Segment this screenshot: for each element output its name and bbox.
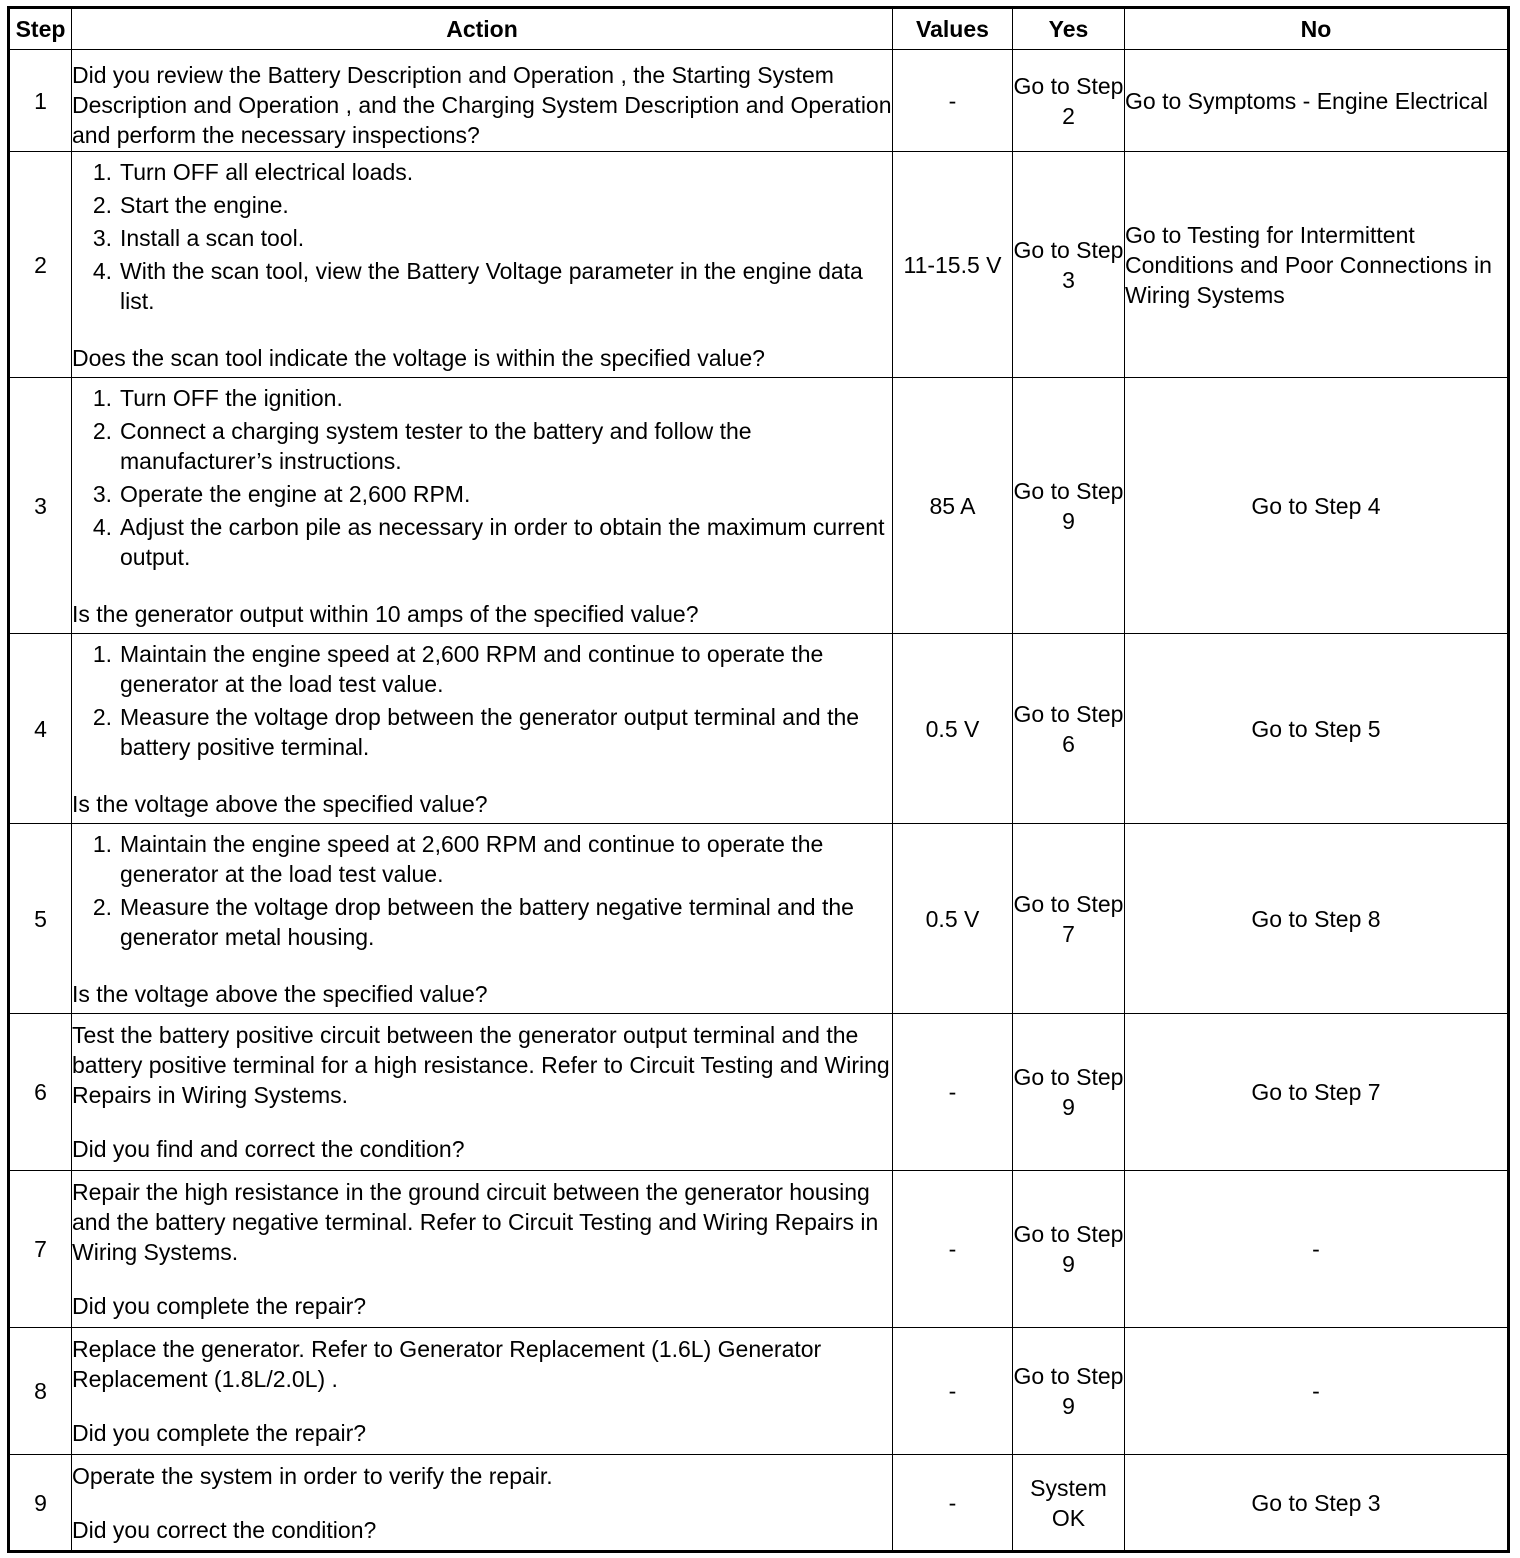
action-steps	[72, 157, 892, 316]
no-cell: Go to Step 8	[1125, 824, 1509, 1014]
value-cell: 0.5 V	[893, 824, 1013, 1014]
list-item: 1. Turn OFF the ignition.	[92, 384, 343, 411]
header-yes: Yes	[1013, 8, 1125, 50]
action-text: Test the battery positive circuit between the generator output terminal and the battery positive terminal for a high resistance. Refer to Circuit Testing and Wiring Repairs in Wiring Systems.	[72, 1022, 890, 1108]
yes-cell: Go to Step 2	[1013, 50, 1125, 152]
action-cell	[72, 824, 893, 1014]
action-question: Did you find and correct the condition?	[72, 1136, 465, 1162]
no-cell: Go to Step 7	[1125, 1014, 1509, 1171]
value-cell: -	[893, 1328, 1013, 1455]
list-item: 1. Maintain the engine speed at 2,600 RPM and continue to operate the generator at the load test value.	[92, 640, 824, 697]
step-number: 8	[9, 1328, 72, 1455]
action-question: Did you complete the repair?	[72, 1420, 367, 1446]
action-steps	[72, 383, 892, 572]
step-number: 2	[9, 152, 72, 378]
header-no: No	[1125, 8, 1509, 50]
no-cell: -	[1125, 1328, 1509, 1455]
no-cell: Go to Symptoms - Engine Electrical	[1125, 50, 1509, 152]
yes-cell: Go to Step 3	[1013, 152, 1125, 378]
table-row	[9, 1171, 1509, 1328]
action-steps	[72, 829, 892, 952]
action-cell	[72, 1014, 893, 1171]
header-values: Values	[893, 8, 1013, 50]
action-cell	[72, 1171, 893, 1328]
list-item: 1. Maintain the engine speed at 2,600 RPM and continue to operate the generator at the load test value.	[92, 830, 824, 887]
value-cell: -	[893, 1455, 1013, 1552]
list-item: 3. Install a scan tool.	[92, 224, 305, 251]
action-question: Did you complete the repair?	[72, 1293, 367, 1319]
value-cell: 85 A	[893, 378, 1013, 634]
list-item: 2. Measure the voltage drop between the generator output terminal and the battery positive terminal.	[92, 703, 860, 760]
action-steps	[72, 639, 892, 762]
step-number: 9	[9, 1455, 72, 1552]
step-number: 3	[9, 378, 72, 634]
step-number: 1	[9, 50, 72, 152]
action-question: Did you correct the condition?	[72, 1516, 377, 1543]
no-cell: -	[1125, 1171, 1509, 1328]
action-question: Is the generator output within 10 amps of the specified value?	[72, 600, 699, 627]
no-cell: Go to Testing for Intermittent Conditions and Poor Connections in Wiring Systems	[1125, 152, 1509, 378]
table-row	[9, 152, 1509, 378]
action-cell	[72, 50, 893, 152]
action-question: Does the scan tool indicate the voltage is within the specified value?	[72, 344, 765, 371]
table-row	[9, 1014, 1509, 1171]
value-cell: 0.5 V	[893, 634, 1013, 824]
value-cell: -	[893, 1014, 1013, 1171]
list-item: 1. Turn OFF all electrical loads.	[92, 158, 414, 185]
table-row	[9, 1328, 1509, 1455]
table-row	[9, 824, 1509, 1014]
yes-cell: Go to Step 9	[1013, 1014, 1125, 1171]
action-cell	[72, 1455, 893, 1552]
no-cell: Go to Step 5	[1125, 634, 1509, 824]
step-number: 4	[9, 634, 72, 824]
value-cell: 11-15.5 V	[893, 152, 1013, 378]
table-row	[9, 50, 1509, 152]
list-item: 4. With the scan tool, view the Battery Voltage parameter in the engine data list.	[92, 257, 863, 314]
list-item: 2. Start the engine.	[92, 191, 289, 218]
action-cell	[72, 378, 893, 634]
yes-cell: Go to Step 9	[1013, 378, 1125, 634]
action-cell	[72, 1328, 893, 1455]
action-question: Is the voltage above the specified value?	[72, 790, 488, 817]
list-item: 2. Connect a charging system tester to the battery and follow the manufacturer’s instructions.	[92, 417, 752, 474]
action-text: Did you review the Battery Description and Operation , the Starting System Description and Operation , and the Charging System Description and Operation and perform the necessary inspections?	[72, 61, 892, 148]
header-step: Step	[9, 8, 72, 50]
table-row	[9, 378, 1509, 634]
step-number: 7	[9, 1171, 72, 1328]
list-item: 2. Measure the voltage drop between the battery negative terminal and the generator metal housing.	[92, 893, 854, 950]
step-number: 6	[9, 1014, 72, 1171]
action-text: Replace the generator. Refer to Generator Replacement (1.6L) Generator Replacement (1.8L/2.0L) .	[72, 1336, 822, 1392]
action-text: Repair the high resistance in the ground circuit between the generator housing and the battery negative terminal. Refer to Circuit Testing and Wiring Repairs in Wiring Systems.	[72, 1179, 879, 1265]
yes-cell: System OK	[1013, 1455, 1125, 1552]
step-number: 5	[9, 824, 72, 1014]
table-row	[9, 634, 1509, 824]
no-cell: Go to Step 3	[1125, 1455, 1509, 1552]
value-cell: -	[893, 1171, 1013, 1328]
yes-cell: Go to Step 7	[1013, 824, 1125, 1014]
yes-cell: Go to Step 9	[1013, 1328, 1125, 1455]
header-row	[9, 8, 1509, 50]
value-cell: -	[893, 50, 1013, 152]
action-text: Operate the system in order to verify the repair.	[72, 1462, 553, 1489]
action-cell	[72, 634, 893, 824]
table-row	[9, 1455, 1509, 1552]
action-cell	[72, 152, 893, 378]
list-item: 4. Adjust the carbon pile as necessary in order to obtain the maximum current output.	[92, 513, 885, 570]
action-question: Is the voltage above the specified value?	[72, 980, 488, 1007]
no-cell: Go to Step 4	[1125, 378, 1509, 634]
list-item: 3. Operate the engine at 2,600 RPM.	[92, 480, 471, 507]
yes-cell: Go to Step 9	[1013, 1171, 1125, 1328]
diagnostic-table	[7, 6, 1510, 1553]
yes-cell: Go to Step 6	[1013, 634, 1125, 824]
header-action: Action	[72, 8, 893, 50]
